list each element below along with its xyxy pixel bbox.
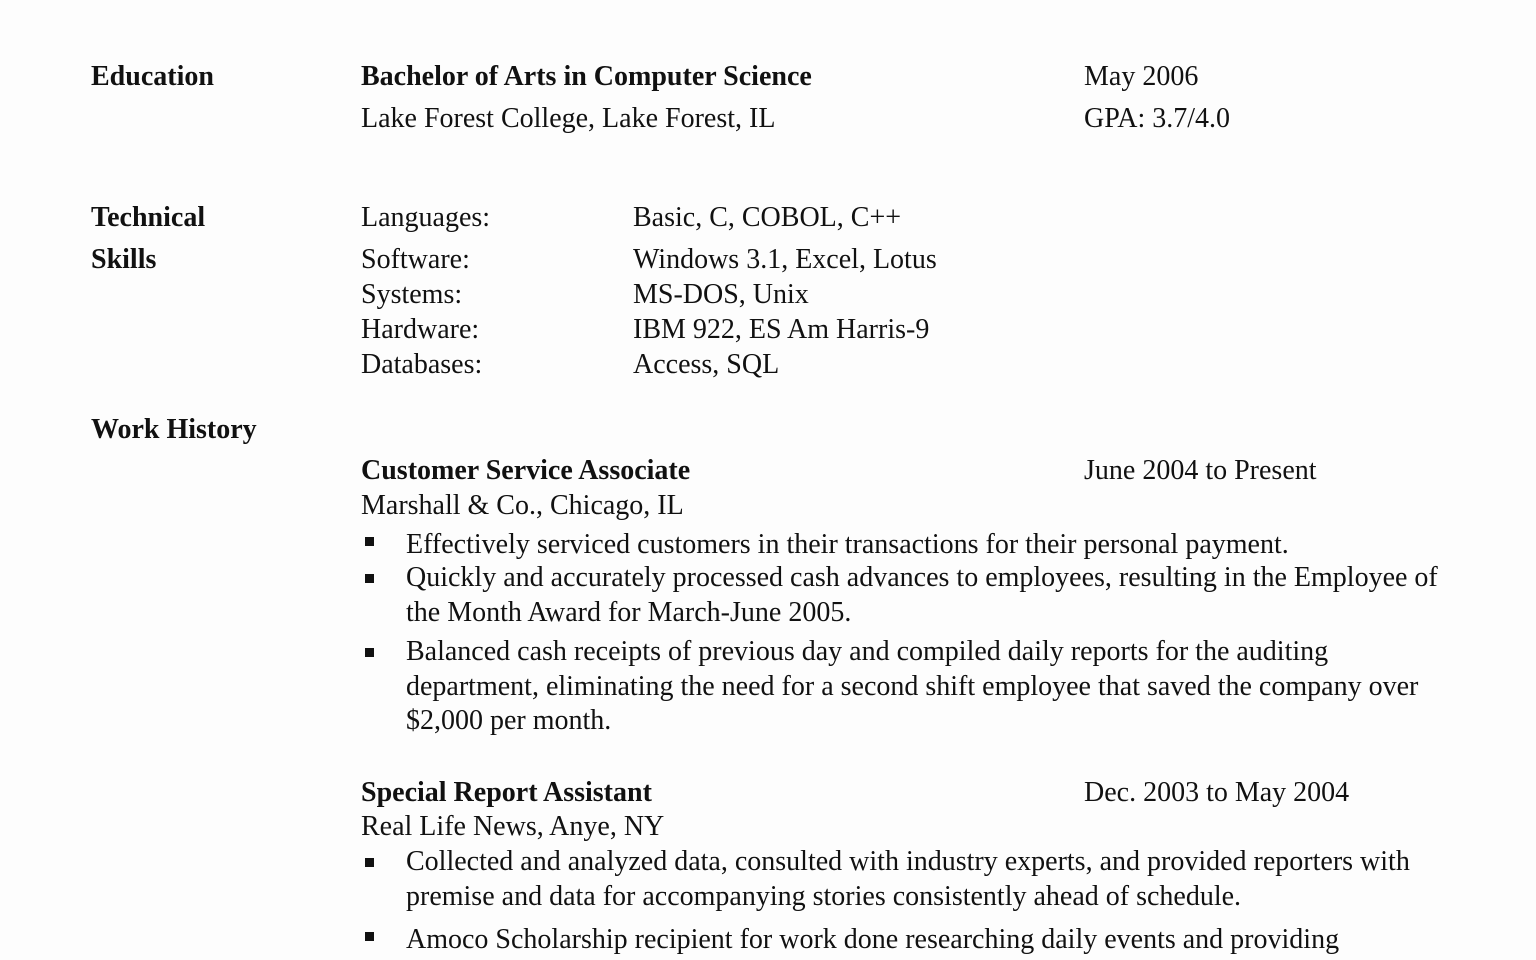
skill-label-systems: Systems: [361, 279, 463, 310]
skill-value-languages: Basic, C, COBOL, C++ [633, 202, 902, 233]
skill-label-software: Software: [361, 244, 470, 275]
section-label-technical: Technical [91, 202, 206, 233]
job-employer: Real Life News, Anye, NY [361, 811, 665, 842]
skill-label-databases: Databases: [361, 349, 483, 380]
skill-value-databases: Access, SQL [633, 349, 780, 380]
section-label-education: Education [91, 61, 214, 92]
skill-label-hardware: Hardware: [361, 314, 480, 345]
bullet-icon [365, 648, 374, 657]
job-employer: Marshall & Co., Chicago, IL [361, 490, 684, 521]
skill-value-software: Windows 3.1, Excel, Lotus [633, 244, 937, 275]
skill-label-languages: Languages: [361, 202, 491, 233]
section-label-skills: Skills [91, 244, 157, 275]
bullet-icon [365, 932, 374, 941]
job-bullet: Quickly and accurately processed cash advances to employees, resulting in the Employee of the Month Award for March-June 2005. [406, 562, 1438, 628]
job-dates: Dec. 2003 to May 2004 [1084, 777, 1350, 808]
gpa: GPA: 3.7/4.0 [1084, 103, 1231, 134]
bullet-icon [365, 574, 374, 583]
graduation-date: May 2006 [1084, 61, 1199, 92]
job-bullet: Collected and analyzed data, consulted with industry experts, and provided reporters with premise and data for accompanying stories consistently ahead of schedule. [406, 846, 1410, 912]
school-name: Lake Forest College, Lake Forest, IL [361, 103, 776, 134]
section-label-work-history: Work History [91, 414, 257, 445]
degree-title: Bachelor of Arts in Computer Science [361, 61, 812, 92]
bullet-icon [365, 858, 374, 867]
job-bullet: Amoco Scholarship recipient for work done researching daily events and providing [406, 924, 1340, 955]
bullet-icon [365, 537, 374, 546]
skill-value-systems: MS-DOS, Unix [633, 279, 809, 310]
job-bullet: Balanced cash receipts of previous day and compiled daily reports for the auditing department, eliminating the need for a second shift employee that saved the company over $2,000 per month. [406, 636, 1419, 736]
job-dates: June 2004 to Present [1084, 455, 1317, 486]
job-title: Special Report Assistant [361, 777, 652, 808]
skill-value-hardware: IBM 922, ES Am Harris-9 [633, 314, 930, 345]
job-bullet: Effectively serviced customers in their transactions for their personal payment. [406, 529, 1289, 560]
job-title: Customer Service Associate [361, 455, 691, 486]
